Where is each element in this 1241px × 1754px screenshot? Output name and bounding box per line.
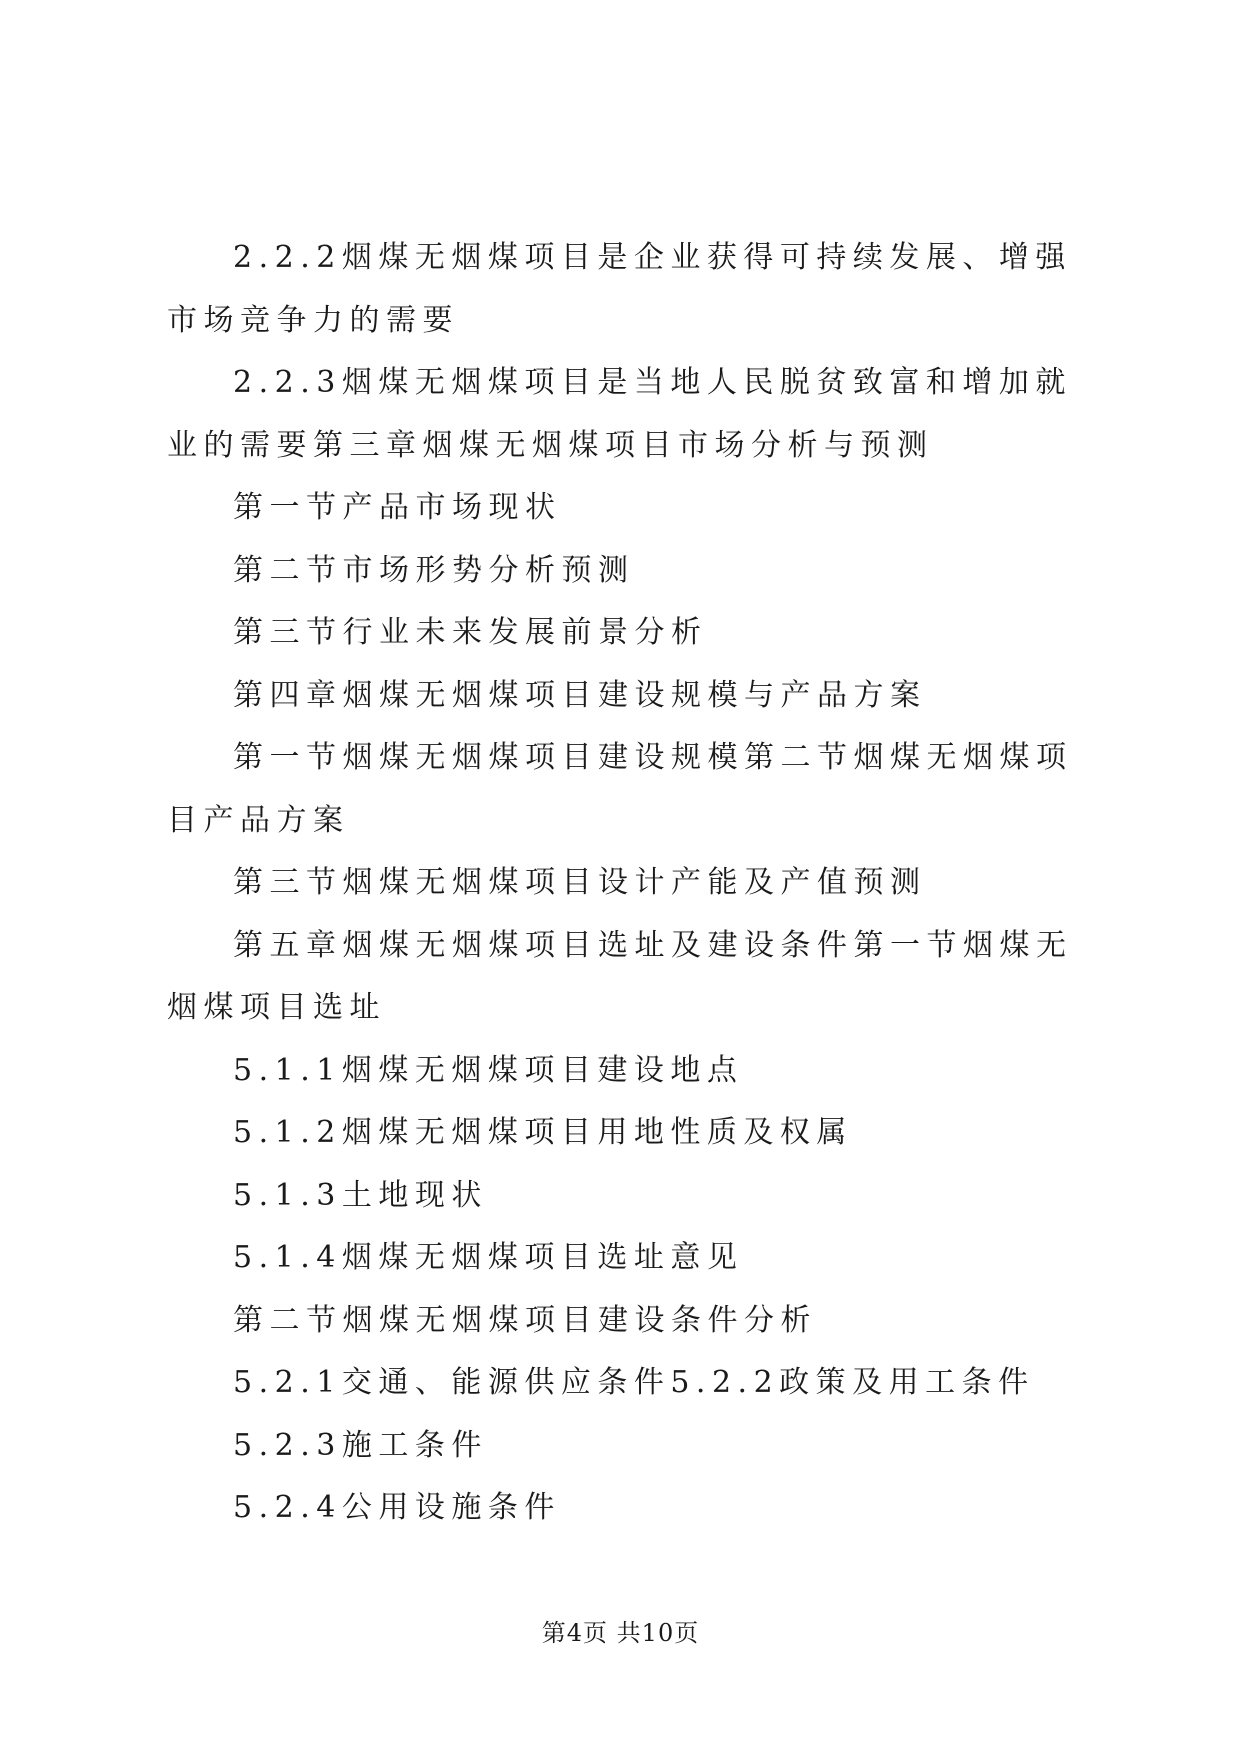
paragraph: 2.2.2烟煤无烟煤项目是企业获得可持续发展、增强市场竞争力的需要 xyxy=(167,240,1072,338)
paragraph: 5.1.4烟煤无烟煤项目选址意见 xyxy=(233,1240,744,1275)
paragraph: 5.1.1烟煤无烟煤项目建设地点 xyxy=(233,1052,744,1088)
paragraph: 第二节市场形势分析预测 xyxy=(233,552,635,588)
page-number-footer: 第4页 共10页 xyxy=(541,1619,700,1647)
paragraph: 5.1.3土地现状 xyxy=(233,1177,488,1213)
paragraph: 第三节烟煤无烟煤项目设计产能及产值预测 xyxy=(233,865,927,900)
paragraph: 5.2.4公用设施条件 xyxy=(233,1490,561,1525)
paragraph: 第三节行业未来发展前景分析 xyxy=(233,615,708,650)
paragraph: 5.2.3施工条件 xyxy=(233,1427,488,1463)
paragraph: 第四章烟煤无烟煤项目建设规模与产品方案 xyxy=(233,677,927,713)
paragraph: 第一节产品市场现状 xyxy=(233,490,562,525)
paragraph: 5.1.2烟煤无烟煤项目用地性质及权属 xyxy=(233,1115,853,1150)
paragraph: 第二节烟煤无烟煤项目建设条件分析 xyxy=(233,1302,817,1338)
paragraph: 2.2.3烟煤无烟煤项目是当地人民脱贫致富和增加就业的需要第三章烟煤无烟煤项目市场分析与预测 xyxy=(167,365,1072,463)
paragraph: 第一节烟煤无烟煤项目建设规模第二节烟煤无烟煤项目产品方案 xyxy=(167,740,1073,838)
document-body xyxy=(167,227,1082,1540)
paragraph: 第五章烟煤无烟煤项目选址及建设条件第一节烟煤无烟煤项目选址 xyxy=(167,927,1073,1025)
paragraph: 5.2.1交通、能源供应条件5.2.2政策及用工条件 xyxy=(233,1365,1035,1400)
